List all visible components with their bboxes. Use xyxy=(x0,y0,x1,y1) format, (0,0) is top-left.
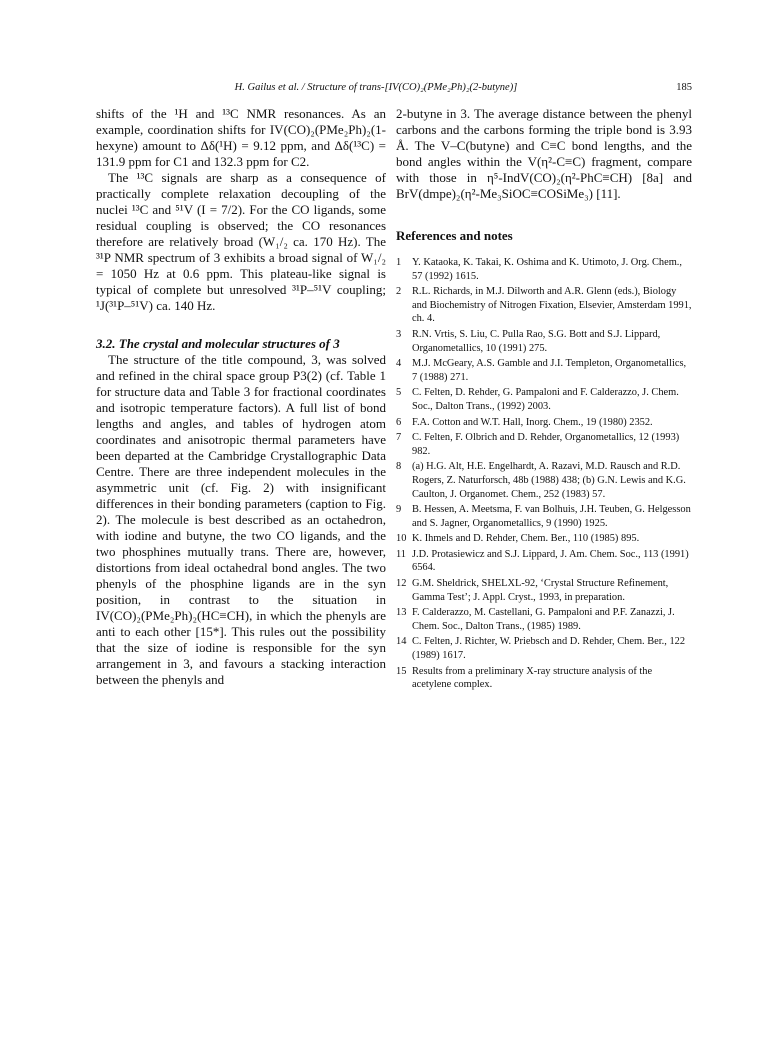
reference-number: 12 xyxy=(396,578,407,590)
reference-text: F.A. Cotton and W.T. Hall, Inorg. Chem., 19 (1980) 2352. xyxy=(412,416,653,428)
reference-number: 9 xyxy=(396,504,402,516)
reference-item xyxy=(396,285,692,326)
reference-item xyxy=(396,503,692,530)
reference-text: J.D. Protasiewicz and S.J. Lippard, J. Am. Chem. Soc., 113 (1991) 6564. xyxy=(412,548,689,574)
reference-text: B. Hessen, A. Meetsma, F. van Bolhuis, J.H. Teuben, G. Helgesson and S. Jagner, Organometallics, 9 (1990) 1925. xyxy=(412,504,691,529)
reference-text: M.J. McGeary, A.S. Gamble and J.I. Templeton, Organometallics, 7 (1988) 271. xyxy=(412,358,687,383)
reference-item xyxy=(396,328,692,355)
running-header xyxy=(96,80,692,100)
reference-number: 2 xyxy=(396,286,402,298)
reference-item xyxy=(396,665,692,692)
reference-text: (a) H.G. Alt, H.E. Engelhardt, A. Razavi, M.D. Rausch and R.D. Rogers, Z. Naturforsch, 48b (1988) 438; (b) G.N. Lewis and K.G. Caulton, J. Organomet. Chem., 252 (1983) 57. xyxy=(412,461,686,500)
reference-text: K. Ihmels and D. Rehder, Chem. Ber., 110 (1985) 895. xyxy=(412,533,640,545)
reference-item xyxy=(396,606,692,633)
reference-text: C. Felten, D. Rehder, G. Pampaloni and F. Calderazzo, J. Chem. Soc., Dalton Trans., (1992) 2003. xyxy=(412,387,679,412)
reference-text: Y. Kataoka, K. Takai, K. Oshima and K. Utimoto, J. Org. Chem., 57 (1992) 1615. xyxy=(412,257,682,282)
reference-number: 7 xyxy=(396,432,402,444)
right-column xyxy=(396,106,692,694)
left-column xyxy=(96,106,386,688)
reference-number: 11 xyxy=(396,548,407,560)
reference-text: R.L. Richards, in M.J. Dilworth and A.R. Glenn (eds.), Biology and Biochemistry of Nitrogen Fixation, Elsevier, Amsterdam 1991, ch. 4. xyxy=(412,286,692,325)
running-title: H. Gailus et al. / Structure of trans-[IV(CO)₂(PMe₂Ph)₂(2-butyne)] xyxy=(234,82,518,93)
reference-number: 8 xyxy=(396,461,402,473)
section-heading: 3.2. The crystal and molecular structures of 3 xyxy=(96,336,340,351)
reference-number: 13 xyxy=(396,607,407,619)
paragraph-crystal-structure: The structure of the title compound, 3, was solved and refined in the chiral space group P3(2) (cf. Table 1 for structure data and Table 3 for fractional coordinates and isotropic temperature factors). A full list of bond lengths and angles, and tables of hydrogen atom coordinates and anisotropic thermal parameters have been departed at the Cambridge Crystallographic Data Centre. There are three independent molecules in the asymmetric unit (cf. Fig. 2) with insignificant differences in their bonding parameters (caption to Fig. 2). The molecule is best described as an octahedron, with iodine and butyne, the two CO ligands, and the two phosphines mutually trans. There are, however, distortions from ideal octahedral bond angles. The two phenyls of the phosphine ligands are in the syn position, in contrast to the situation in IV(CO)₂(PMe₂Ph)₂(HC≡CH), in which the phenyls are anti to each other [15*]. This rules out the possibility that the size of iodine is responsible for the syn arrangement in 3, and favours a stacking interaction between the phenyls and xyxy=(96,352,386,687)
page-number: 185 xyxy=(676,82,692,93)
reference-item xyxy=(396,635,692,662)
reference-number: 15 xyxy=(396,665,407,677)
reference-number: 5 xyxy=(396,387,402,399)
reference-text: R.N. Vrtis, S. Liu, C. Pulla Rao, S.G. Bott and S.J. Lippard, Organometallics, 10 (1991) 275. xyxy=(412,328,661,354)
reference-number: 10 xyxy=(396,533,407,545)
reference-text: Results from a preliminary X-ray structure analysis of the acetylene complex. xyxy=(412,665,653,691)
reference-number: 6 xyxy=(396,416,402,428)
reference-number: 14 xyxy=(396,636,407,648)
paragraph-c13-signals: The ¹³C signals are sharp as a consequence of practically complete relaxation decoupling of the nuclei ¹³C and ⁵¹V (I = 7/2). For the CO ligands, some residual coupling is observed; the CO resonances therefore are relatively broad (W₁/₂ ca. 170 Hz). The ³¹P NMR spectrum of 3 exhibits a broad signal of W₁/₂ = 1050 Hz at 0.6 ppm. This plateau-like signal is typical of complete but unresolved ³¹P–⁵¹V coupling; ¹J(³¹P–⁵¹V) ca. 140 Hz. xyxy=(96,170,386,313)
reference-item xyxy=(396,357,692,384)
reference-item xyxy=(396,532,692,546)
reference-item xyxy=(396,386,692,413)
paragraph-nmr-shifts: shifts of the ¹H and ¹³C NMR resonances. As an example, coordination shifts for IV(CO)₂(PMe₂Ph)₂(1-hexyne) amount to Δδ(¹H) = 9.12 ppm, and Δδ(¹³C) = 131.9 ppm for C1 and 132.3 ppm for C2. xyxy=(96,106,386,169)
reference-item xyxy=(396,548,692,575)
reference-item xyxy=(396,577,692,604)
reference-item xyxy=(396,431,692,458)
reference-number: 1 xyxy=(396,257,402,268)
reference-number: 4 xyxy=(396,358,402,370)
reference-text: C. Felten, F. Olbrich and D. Rehder, Organometallics, 12 (1993) 982. xyxy=(412,432,680,457)
references-heading: References and notes xyxy=(396,228,513,243)
reference-item xyxy=(396,416,692,430)
references-list xyxy=(396,256,692,692)
reference-text: G.M. Sheldrick, SHELXL-92, ‘Crystal Structure Refinement, Gamma Test’; J. Appl. Cryst., 1993, in preparation. xyxy=(412,578,669,603)
reference-text: F. Calderazzo, M. Castellani, G. Pampaloni and P.F. Zanazzi, J. Chem. Soc., Dalton Trans., (1985) 1989. xyxy=(412,607,675,632)
reference-item xyxy=(396,256,692,283)
reference-number: 3 xyxy=(396,328,402,340)
reference-item xyxy=(396,460,692,501)
reference-text: C. Felten, J. Richter, W. Priebsch and D. Rehder, Chem. Ber., 122 (1989) 1617. xyxy=(412,636,686,662)
paragraph-butyne-distance: 2-butyne in 3. The average distance between the phenyl carbons and the carbons forming the triple bond is 3.93 Å. The V–C(butyne) and C≡C bond lengths, and the bond angles within the V(η²-C≡C) fragment, compare with those in η⁵-IndV(CO)₂(η²-PhC≡CH) [8a] and BrV(dmpe)₂(η²-Me₃SiOC≡COSiMe₃) [11]. xyxy=(396,106,692,201)
